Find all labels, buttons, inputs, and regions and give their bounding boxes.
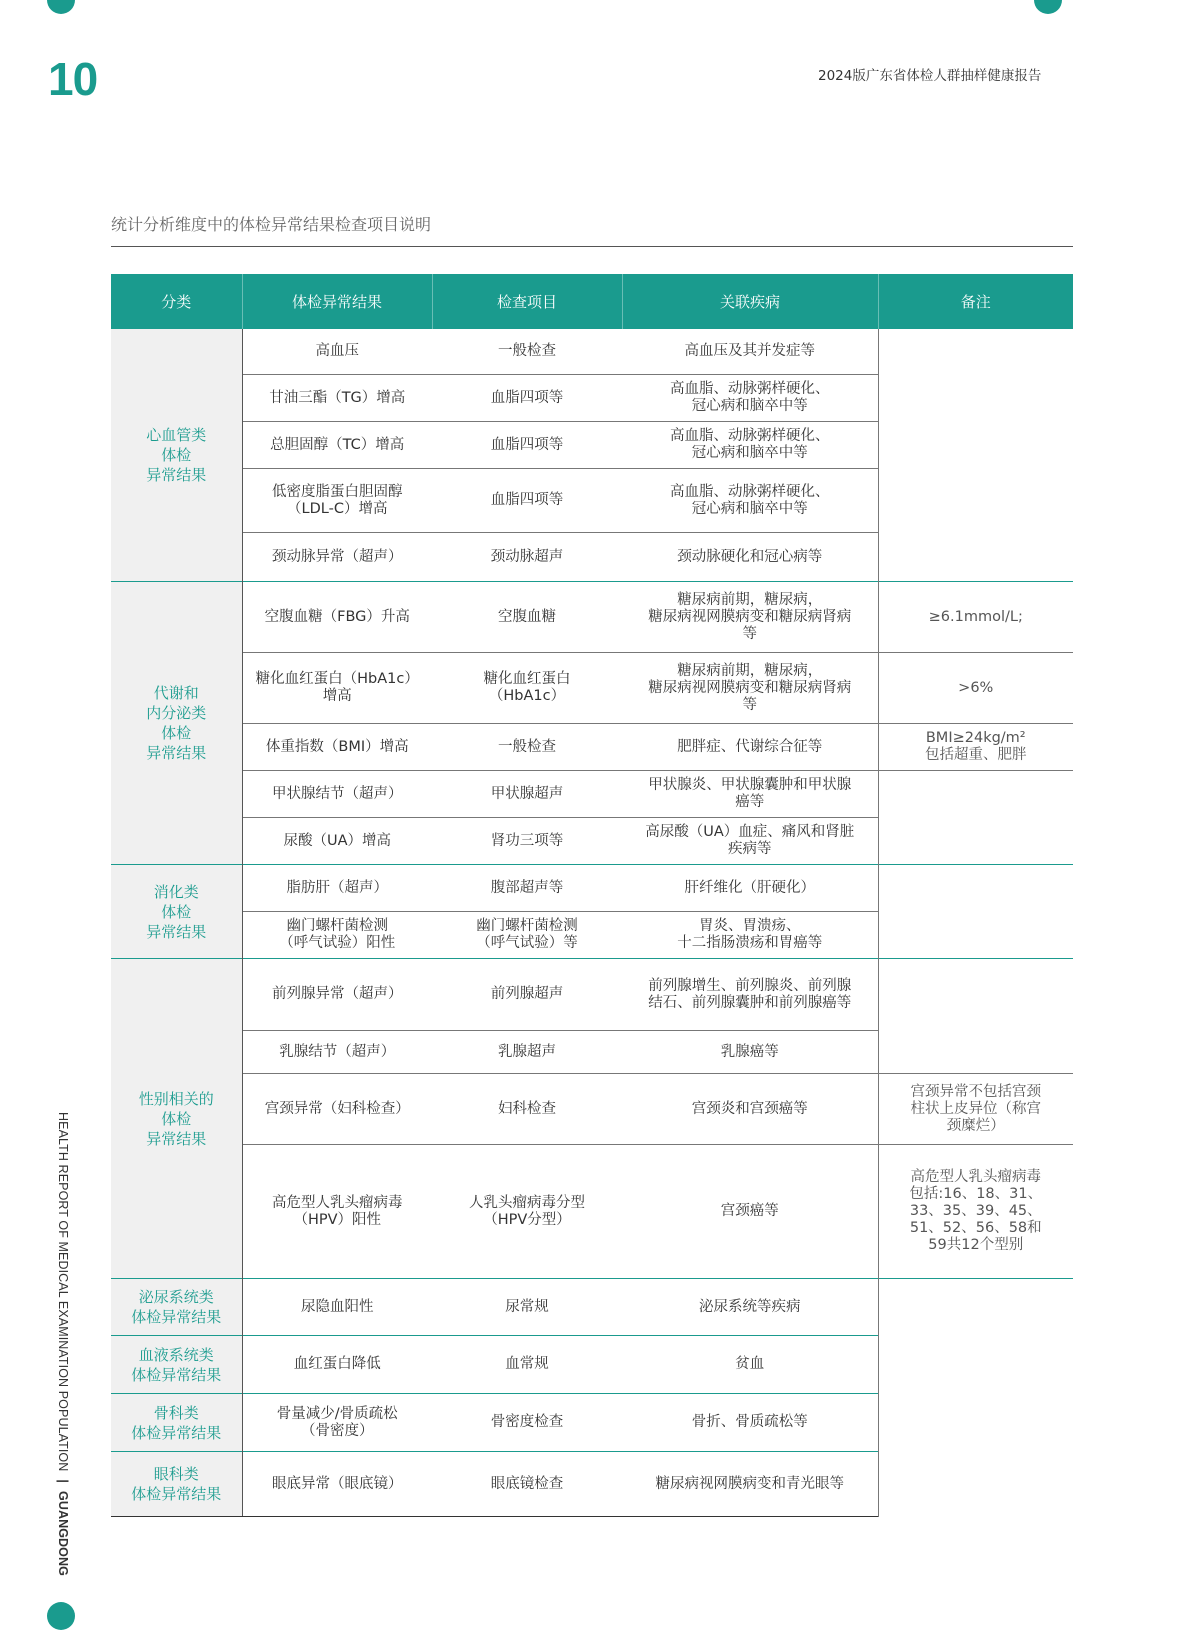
remark-cell: 高危型人乳头瘤病毒 包括:16、18、31、 33、35、39、45、 51、52、56、58和 59共12个型别 <box>878 1145 1073 1279</box>
table-row <box>111 329 1073 375</box>
result-cell: 骨量减少/骨质疏松 （骨密度） <box>242 1394 432 1452</box>
category-cell: 眼科类 体检异常结果 <box>111 1452 242 1517</box>
disease-cell: 糖尿病前期，糖尿病， 糖尿病视网膜病变和糖尿病肾病 等 <box>622 582 878 653</box>
item-cell: 一般检查 <box>432 724 622 771</box>
header-related-disease: 关联疾病 <box>622 274 878 329</box>
table-row <box>111 959 1073 1031</box>
result-cell: 前列腺异常（超声） <box>242 959 432 1031</box>
category-cell: 心血管类 体检 异常结果 <box>111 329 242 582</box>
result-cell: 甘油三酯（TG）增高 <box>242 375 432 422</box>
item-cell: 甲状腺超声 <box>432 771 622 818</box>
result-cell: 低密度脂蛋白胆固醇 （LDL-C）增高 <box>242 469 432 533</box>
result-cell: 脂肪肝（超声） <box>242 865 432 912</box>
table-row <box>111 1279 1073 1336</box>
result-cell: 尿隐血阳性 <box>242 1279 432 1336</box>
exam-items-table <box>111 274 1073 1517</box>
item-cell: 血脂四项等 <box>432 422 622 469</box>
disease-cell: 高血脂、动脉粥样硬化、 冠心病和脑卒中等 <box>622 375 878 422</box>
result-cell: 宫颈异常（妇科检查） <box>242 1074 432 1145</box>
header-remarks: 备注 <box>878 274 1073 329</box>
item-cell: 糖化血红蛋白 （HbA1c） <box>432 653 622 724</box>
item-cell: 眼底镜检查 <box>432 1452 622 1517</box>
corner-dot-top-left <box>47 0 75 14</box>
disease-cell: 宫颈炎和宫颈癌等 <box>622 1074 878 1145</box>
disease-cell: 甲状腺炎、甲状腺囊肿和甲状腺 癌等 <box>622 771 878 818</box>
disease-cell: 糖尿病前期，糖尿病， 糖尿病视网膜病变和糖尿病肾病 等 <box>622 653 878 724</box>
disease-cell: 贫血 <box>622 1336 878 1394</box>
table-row <box>111 1074 1073 1145</box>
section-title: 统计分析维度中的体检异常结果检查项目说明 <box>111 215 432 234</box>
result-cell: 高危型人乳头瘤病毒 （HPV）阳性 <box>272 1194 403 1228</box>
header-category: 分类 <box>111 274 242 329</box>
disease-cell: 高尿酸（UA）血症、痛风和肾脏 疾病等 <box>645 824 855 857</box>
side-text-separator: | <box>56 1479 70 1483</box>
disease-cell: 高血脂、动脉粥样硬化、 冠心病和脑卒中等 <box>622 422 878 469</box>
remark-cell: 宫颈异常不包括宫颈 柱状上皮异位（称宫 颈糜烂） <box>878 1074 1073 1145</box>
result-cell: 高血压 <box>242 329 432 375</box>
report-title: 2024版广东省体检人群抽样健康报告 <box>818 68 1042 84</box>
result-cell: 尿酸（UA）增高 <box>283 832 392 849</box>
result-cell: 幽门螺杆菌检测 （呼气试验）阳性 <box>279 918 396 951</box>
disease-cell: 颈动脉硬化和冠心病等 <box>677 548 823 565</box>
disease-cell: 高血脂、动脉粥样硬化、 冠心病和脑卒中等 <box>622 469 878 533</box>
result-cell: 颈动脉异常（超声） <box>272 548 403 565</box>
remark-cell <box>878 771 1073 865</box>
remark-cell: >6% <box>878 653 1073 724</box>
corner-dot-bottom-left <box>47 1602 75 1630</box>
result-cell: 血红蛋白降低 <box>242 1336 432 1394</box>
item-cell: 人乳头瘤病毒分型 （HPV分型） <box>469 1194 585 1228</box>
result-cell: 乳腺结节（超声） <box>242 1031 432 1074</box>
disease-cell: 高血压及其并发症等 <box>622 329 878 375</box>
remark-cell <box>878 329 1073 582</box>
remark-cell <box>878 865 1073 959</box>
category-cell: 性别相关的 体检 异常结果 <box>111 959 242 1279</box>
table-row <box>111 724 1073 771</box>
side-text-main: HEALTH REPORT OF MEDICAL EXAMINATION POPULATION <box>56 1112 70 1472</box>
table-row <box>111 865 1073 912</box>
remark-cell: ≥6.1mmol/L; <box>878 582 1073 653</box>
section-divider <box>111 246 1073 247</box>
table-row <box>111 582 1073 653</box>
item-cell: 腹部超声等 <box>432 865 622 912</box>
category-cell: 消化类 体检 异常结果 <box>111 865 242 959</box>
disease-cell: 糖尿病视网膜病变和青光眼等 <box>622 1452 878 1517</box>
disease-cell: 骨折、骨质疏松等 <box>622 1394 878 1452</box>
side-running-footer <box>56 1112 70 1576</box>
disease-cell: 肥胖症、代谢综合征等 <box>622 724 878 771</box>
header-abnormal-result: 体检异常结果 <box>242 274 432 329</box>
table-row <box>111 653 1073 724</box>
table-row <box>111 1145 1073 1279</box>
remark-cell <box>878 1279 1073 1517</box>
item-cell: 颈动脉超声 <box>490 548 564 565</box>
corner-dot-top-right <box>1034 0 1062 14</box>
disease-cell: 胃炎、胃溃疡、 十二指肠溃疡和胃癌等 <box>677 918 823 951</box>
item-cell: 乳腺超声 <box>432 1031 622 1074</box>
remark-cell <box>878 959 1073 1074</box>
category-cell: 血液系统类 体检异常结果 <box>111 1336 242 1394</box>
item-cell: 空腹血糖 <box>432 582 622 653</box>
category-cell: 骨科类 体检异常结果 <box>111 1394 242 1452</box>
result-cell: 眼底异常（眼底镜） <box>242 1452 432 1517</box>
disease-cell: 肝纤维化（肝硬化） <box>622 865 878 912</box>
item-cell: 血常规 <box>432 1336 622 1394</box>
item-cell: 骨密度检查 <box>432 1394 622 1452</box>
item-cell: 肾功三项等 <box>490 832 564 849</box>
item-cell: 一般检查 <box>432 329 622 375</box>
disease-cell: 前列腺增生、前列腺炎、前列腺 结石、前列腺囊肿和前列腺癌等 <box>622 959 878 1031</box>
item-cell: 尿常规 <box>432 1279 622 1336</box>
disease-cell: 泌尿系统等疾病 <box>622 1279 878 1336</box>
side-text-region: GUANGDONG <box>56 1491 70 1576</box>
result-cell: 空腹血糖（FBG）升高 <box>242 582 432 653</box>
item-cell: 前列腺超声 <box>432 959 622 1031</box>
disease-cell: 乳腺癌等 <box>622 1031 878 1074</box>
item-cell: 血脂四项等 <box>432 469 622 533</box>
table-row <box>111 771 1073 818</box>
header-exam-item: 检查项目 <box>432 274 622 329</box>
item-cell: 妇科检查 <box>432 1074 622 1145</box>
category-cell: 代谢和 内分泌类 体检 异常结果 <box>111 582 242 865</box>
result-cell: 总胆固醇（TC）增高 <box>242 422 432 469</box>
disease-cell: 宫颈癌等 <box>720 1203 779 1219</box>
table-header-row <box>111 274 1073 329</box>
item-cell: 幽门螺杆菌检测 （呼气试验）等 <box>476 918 578 951</box>
remark-cell: BMI≥24kg/m² 包括超重、肥胖 <box>878 724 1073 771</box>
result-cell: 体重指数（BMI）增高 <box>242 724 432 771</box>
category-cell: 泌尿系统类 体检异常结果 <box>111 1279 242 1336</box>
result-cell: 甲状腺结节（超声） <box>242 771 432 818</box>
result-cell: 糖化血红蛋白（HbA1c） 增高 <box>242 653 432 724</box>
page-number: 10 <box>48 53 98 105</box>
item-cell: 血脂四项等 <box>432 375 622 422</box>
